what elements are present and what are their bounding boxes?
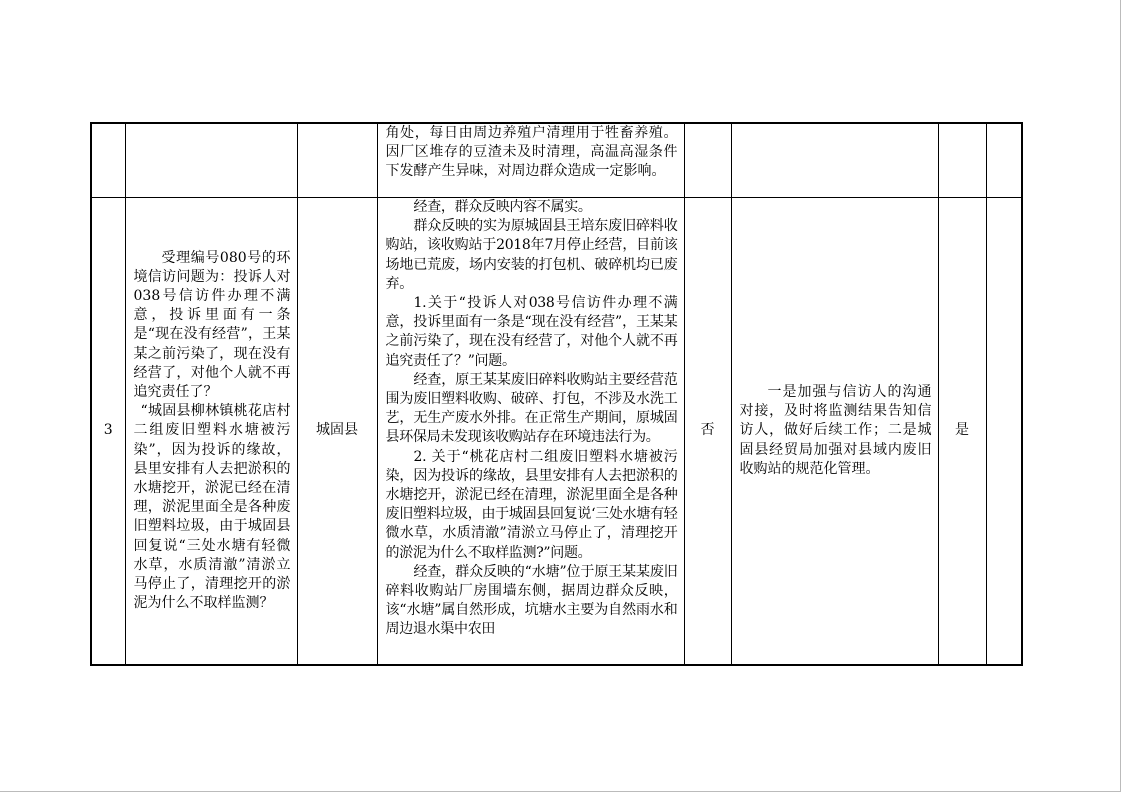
number-cell xyxy=(91,123,125,198)
measures-paragraph: 一是加强与信访人的沟通对接，及时将监测结果告知信访人，做好后续工作；二是城固县经贸局加强对县域内废旧收购站的规范化管理。 xyxy=(739,383,932,477)
complaint-cell xyxy=(125,123,297,198)
table-row xyxy=(91,198,1022,666)
findings-paragraph: 经查，群众反映内容不属实。 xyxy=(413,199,592,215)
findings-paragraph: 群众反映的实为原城固县王培东废旧碎料收购站，该收购站于2018年7月停止经营，目前该场地已荒废，场内安装的打包机、破碎机均已废弃。 xyxy=(385,218,678,292)
measures-cell xyxy=(731,198,938,666)
complaint-paragraph: “城固县柳林镇桃花店村二组废旧塑料水塘被污染”，因为投诉的缘故，县里安排有人去把淤积的水塘挖开，淤泥已经在清理，淤泥里面全是各种废旧塑料垃圾，由于城固县回复说“三处水塘有轻微水草，水质清澈”清淤立马停止了，清理挖开的淤泥为什么不取样监测？ xyxy=(133,403,291,612)
settled-cell: 是 xyxy=(938,198,986,666)
table-row xyxy=(91,123,1022,198)
findings-paragraph: 经查，原王某某废旧碎料收购站主要经营范围为废旧塑料收购、破碎、打包，不涉及水洗工艺，无生产废水外排。在正常生产期间，原城固县环保局未发现该收购站存在环境违法行为。 xyxy=(385,371,678,446)
findings-cell xyxy=(377,123,684,198)
findings-paragraph: 1.关于“投诉人对038号信访件办理不满意，投诉里面有一条是“现在没有经营”，王某某之前污染了，现在没有经营了，对他个人就不再追究责任了？”问题。 xyxy=(385,295,678,369)
verified-cell: 否 xyxy=(684,198,731,666)
findings-paragraph: 2. 关于“桃花店村二组废旧塑料水塘被污染，因为投诉的缘故，县里安排有人去把淤积的水塘挖开，淤泥已经在清理，淤泥里面全是各种废旧塑料垃圾，由于城固县回复说‘三处水塘有轻微水草，水质清澈”清淤立马停止了，清理挖开的淤泥为什么不取样监测?”问题。 xyxy=(385,448,678,561)
findings-paragraph: 角处，每日由周边养殖户清理用于牲畜养殖。因厂区堆存的豆渣未及时清理，高温高湿条件下发酵产生异味，对周边群众造成一定影响。 xyxy=(385,125,678,180)
measures-cell xyxy=(731,123,938,198)
verified-cell xyxy=(684,123,731,198)
findings-paragraph: 经查，群众反映的“水塘”位于原王某某废旧碎料收购站厂房围墙东侧，据周边群众反映，该“水塘”属自然形成，坑塘水主要为自然雨水和周边退水渠中农田 xyxy=(385,563,678,638)
county-cell xyxy=(297,123,377,198)
complaint-paragraph: 受理编号080号的环境信访问题为：投诉人对038号信访件办理不满意，投诉里面有一条是“现在没有经营”，王某某之前污染了，现在没有经营了，对他个人就不再追究责任了？ xyxy=(133,249,291,400)
settled-cell xyxy=(938,123,986,198)
remarks-cell xyxy=(986,198,1022,666)
findings-cell xyxy=(377,198,684,666)
complaint-cell xyxy=(125,198,297,666)
county-cell: 城固县 xyxy=(297,198,377,666)
remarks-cell xyxy=(986,123,1022,198)
complaint-table xyxy=(90,122,1023,666)
number-cell: 3 xyxy=(91,198,125,666)
